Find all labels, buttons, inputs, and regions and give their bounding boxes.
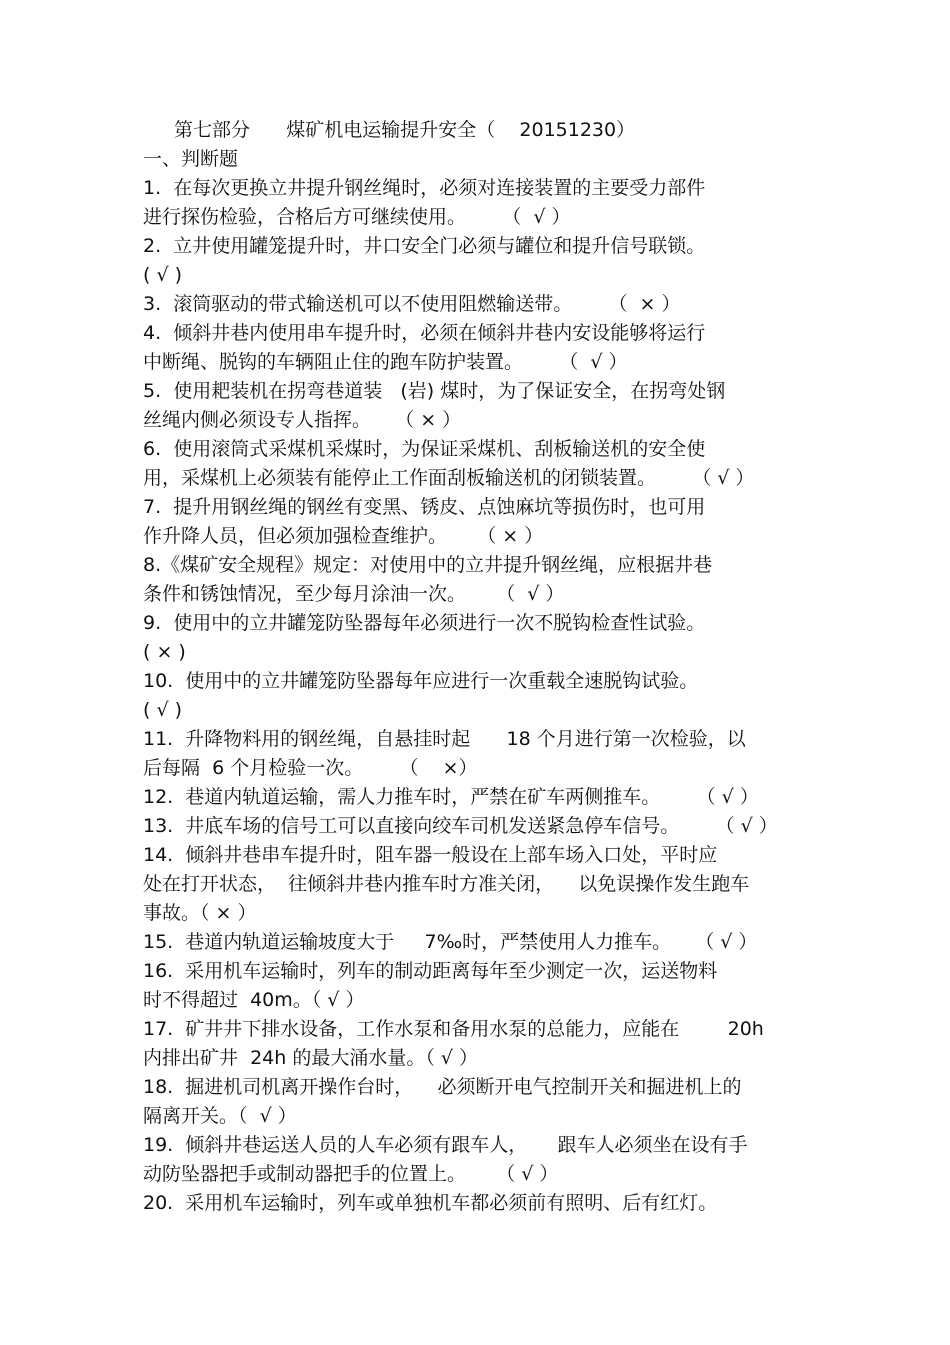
question-line: 16. 采用机车运输时，列车的制动距离每年至少测定一次，运送物料 bbox=[143, 960, 718, 982]
question-line: 条件和锈蚀情况，至少每月涂油一次。 （ √ ） bbox=[143, 583, 565, 605]
question-list bbox=[143, 174, 823, 1218]
question-line: 5. 使用耙装机在拐弯巷道装 (岩) 煤时，为了保证安全，在拐弯处钢 bbox=[143, 380, 726, 402]
question-line: 1. 在每次更换立井提升钢丝绳时，必须对连接装置的主要受力部件 bbox=[143, 177, 706, 199]
question-line: 后每隔 6 个月检验一次。 （ ×） bbox=[143, 757, 478, 779]
question-line: 17. 矿井井下排水设备，工作水泵和备用水泵的总能力，应能在 20h bbox=[143, 1018, 764, 1040]
question-line: 内排出矿井 24h 的最大涌水量。（ √ ） bbox=[143, 1047, 479, 1069]
question-line: 丝绳内侧必须设专人指挥。 （ × ） bbox=[143, 409, 462, 431]
question-line: 10. 使用中的立井罐笼防坠器每年应进行一次重载全速脱钩试验。 bbox=[143, 670, 699, 692]
question-line: 作升降人员，但必须加强检查维护。 （ × ） bbox=[143, 525, 544, 547]
section-heading: 一、判断题 bbox=[143, 148, 239, 170]
question-line: 12. 巷道内轨道运输，需人力推车时，严禁在矿车两侧推车。 （ √ ） bbox=[143, 786, 759, 808]
question-line: 中断绳、脱钩的车辆阻止住的跑车防护装置。 （ √ ） bbox=[143, 351, 628, 373]
question-line: 2. 立井使用罐笼提升时，井口安全门必须与罐位和提升信号联锁。 bbox=[143, 235, 706, 257]
question-line: 13. 井底车场的信号工可以直接向绞车司机发送紧急停车信号。 （ √ ） bbox=[143, 815, 778, 837]
question-line: 进行探伤检验，合格后方可继续使用。 （ √ ） bbox=[143, 206, 571, 228]
question-line: ( × ) bbox=[143, 641, 186, 663]
question-line: 用，采煤机上必须装有能停止工作面刮板输送机的闭锁装置。 （ √ ） bbox=[143, 467, 755, 489]
question-line: 事故。（ × ） bbox=[143, 902, 257, 924]
question-line: 3. 滚筒驱动的带式输送机可以不使用阻燃输送带。 （ × ） bbox=[143, 293, 681, 315]
question-line: 20. 采用机车运输时，列车或单独机车都必须前有照明、后有红灯。 bbox=[143, 1192, 718, 1214]
question-line: 19. 倾斜井巷运送人员的人车必须有跟车人， 跟车人必须坐在设有手 bbox=[143, 1134, 748, 1156]
question-line: 8.《煤矿安全规程》规定：对使用中的立井提升钢丝绳，应根据井巷 bbox=[143, 554, 713, 576]
question-line: 处在打开状态， 往倾斜井巷内推车时方准关闭， 以免误操作发生跑车 bbox=[143, 873, 750, 895]
question-line: 18. 掘进机司机离开操作台时， 必须断开电气控制开关和掘进机上的 bbox=[143, 1076, 742, 1098]
question-line: ( √ ) bbox=[143, 264, 183, 286]
question-line: 15. 巷道内轨道运输坡度大于 7‰时，严禁使用人力推车。 （ √ ） bbox=[143, 931, 758, 953]
question-line: 7. 提升用钢丝绳的钢丝有变黑、锈皮、点蚀麻坑等损伤时，也可用 bbox=[143, 496, 706, 518]
question-line: 9. 使用中的立井罐笼防坠器每年必须进行一次不脱钩检查性试验。 bbox=[143, 612, 706, 634]
question-line: 4. 倾斜井巷内使用串车提升时，必须在倾斜井巷内安设能够将运行 bbox=[143, 322, 706, 344]
document-body bbox=[143, 116, 823, 1218]
question-line: 时不得超过 40m。（ √ ） bbox=[143, 989, 365, 1011]
question-line: 动防坠器把手或制动器把手的位置上。 （ √ ） bbox=[143, 1163, 559, 1185]
question-line: 14. 倾斜井巷串车提升时，阻车器一般设在上部车场入口处，平时应 bbox=[143, 844, 718, 866]
question-line: 11. 升降物料用的钢丝绳，自悬挂时起 18 个月进行第一次检验，以 bbox=[143, 728, 746, 750]
question-line: ( √ ) bbox=[143, 699, 183, 721]
question-line: 隔离开关。（ √ ） bbox=[143, 1105, 297, 1127]
question-line: 6. 使用滚筒式采煤机采煤时，为保证采煤机、刮板输送机的安全使 bbox=[143, 438, 706, 460]
document-title: 第七部分 煤矿机电运输提升安全（ 20151230） bbox=[174, 119, 636, 141]
